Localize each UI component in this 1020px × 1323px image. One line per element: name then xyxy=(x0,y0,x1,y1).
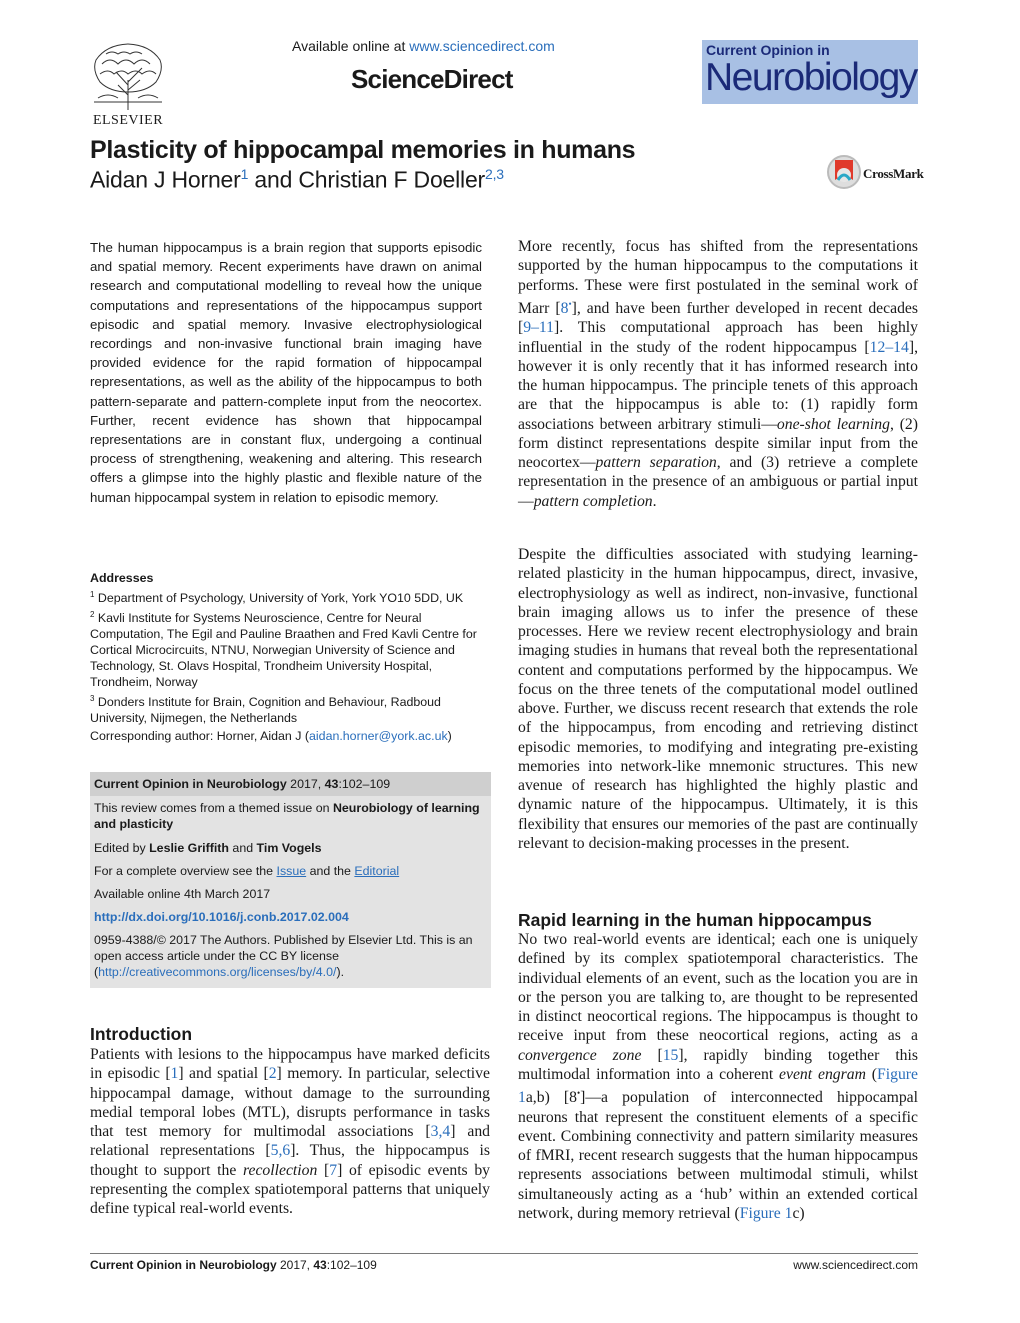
figure-link[interactable]: Figure 1 xyxy=(518,1065,918,1107)
info-overview-prefix: For a complete overview see the xyxy=(94,864,277,878)
article-info-box xyxy=(90,772,491,988)
address-3-marker: 3 xyxy=(90,693,95,703)
ref-link[interactable]: 2 xyxy=(268,1065,277,1083)
sciencedirect-link[interactable]: www.sciencedirect.com xyxy=(409,38,555,54)
corresponding-email-link[interactable]: aidan.horner@york.ac.uk xyxy=(309,729,448,743)
info-license xyxy=(94,932,486,980)
address-1-marker: 1 xyxy=(90,589,95,599)
info-edited-prefix: Edited by xyxy=(94,841,150,855)
elsevier-tree-icon xyxy=(88,40,168,112)
elsevier-wordmark: ELSEVIER xyxy=(92,113,164,128)
address-1 xyxy=(90,587,490,607)
footer-citation xyxy=(90,1258,377,1272)
address-3 xyxy=(90,691,490,727)
crossmark-badge[interactable] xyxy=(826,152,926,192)
available-online xyxy=(292,38,555,54)
body-paragraph-1: More recently, focus has shifted from the representations supported by the human hippocampus to the computations it performs. These were first postulated in the seminal work of Marr [8•], and have been further developed in recent decades [9–11]. This computational approach has been highly influential in the study of the rodent hippocampus [12–14], however it is only recently that it has informed research into the human hippocampus. The principle tenets of this approach are that the hippocampus is able to: (1) rapidly form associations between arbitrary stimuli—one-shot learning, (2) form distinct representations despite similar input from the neocortex—pattern separation, and (3) retrieve a complete representation in the presence of an ambiguous or partial input —pattern completion. xyxy=(518,238,918,510)
ref-link[interactable]: 1 xyxy=(170,1065,179,1083)
rapid-learning-paragraph: No two real-world events are identical; each one is uniquely defined by its complex spatiotemporal characteristics. The individual elements of an event, such as the location you are in or the person you are talking to, are thought to be represented in distinct neocortical regions. The hippocampus is thought to receive input from these neocortical regions, acting as a convergence zone [15], rapidly binding together this multimodal information into a coherent event engram (Figure 1a,b) [8•]—a population of interconnected hippocampal neurons that represent the constituent elements of a specific event. Combining connectivity and pattern similarity measures of fMRI, recent research suggests that the human hippocampus represents associations between multimodal stimuli, whilst simultaneously acting as a ‘hub’ within an extended cortical network, during memory retrieval (Figure 1c) xyxy=(518,931,918,1222)
elsevier-logo xyxy=(88,40,168,128)
body-paragraph-2: Despite the difficulties associated with studying learning-related plasticity in the human hippocampus, direct, invasive, electrophysiology as well as indirect, non-invasive, functional brain imaging allows us to infer the presence of these processes. Here we review recent electrophysiology and brain imaging studies in humans that reveal both the representational content and computations performed by the hippocampus. We focus on the three tenets of the computational model outlined above. Further, we discuss recent research that extends the role of the hippocampus, from encoding and retrieving distinct episodic memories, to modifying and integrating pre-existing memories into network-like mnemonic structures. This new avenue of research has highlighted the highly plastic and dynamic nature of the hippocampus. Ultimately, it is this flexibility that ensures our memories of the past are continually relevant to decision-making processes in the present. xyxy=(518,546,918,852)
ref-link[interactable]: 12–14 xyxy=(869,338,909,356)
footer-journal: Current Opinion in Neurobiology xyxy=(90,1258,277,1272)
ref-link[interactable]: 5,6 xyxy=(270,1142,291,1160)
info-overview xyxy=(94,863,486,879)
info-editors xyxy=(94,840,486,856)
address-2-marker: 2 xyxy=(90,609,95,619)
info-citation xyxy=(94,776,486,792)
editorial-link[interactable]: Editorial xyxy=(354,864,400,878)
address-2 xyxy=(90,607,490,691)
info-editor-and: and xyxy=(228,841,257,855)
info-pages: :102–109 xyxy=(338,777,391,791)
info-available: Available online 4th March 2017 xyxy=(94,887,271,901)
footer-rule xyxy=(90,1253,918,1254)
rapid-learning-heading: Rapid learning in the human hippocampus xyxy=(518,910,872,930)
info-theme-prefix: This review comes from a themed issue on xyxy=(94,801,333,815)
journal-logo xyxy=(702,40,918,104)
info-editor-1: Leslie Griffith xyxy=(149,841,229,855)
footer-year: 2017, xyxy=(276,1258,314,1272)
footer-volume: 43 xyxy=(313,1258,327,1272)
info-overview-and: and the xyxy=(306,864,355,878)
ref-link[interactable]: 7 xyxy=(329,1161,338,1179)
article-title: Plasticity of hippocampal memories in humans xyxy=(90,136,636,164)
issue-link[interactable]: Issue xyxy=(276,864,307,878)
journal-logo-line2: Neurobiology xyxy=(705,56,917,99)
author-1-affiliation[interactable]: 1 xyxy=(240,166,249,182)
ref-link[interactable]: 8• xyxy=(560,298,572,318)
authors-and: and xyxy=(248,166,299,193)
info-license-end: ). xyxy=(336,965,345,979)
abstract: The human hippocampus is a brain region that supports episodic and spatial memory. Recent experiments have drawn on animal research and computational modelling to reveal how the unique computations and representations of the hippocampus support episodic and spatial memory. Invasive electrophysiological recordings and non-invasive functional brain imaging have provided evidence for the rapid formation of hippocampal representations, as well as the ability of the hippocampus to both pattern-separate and pattern-complete input from the neocortex. Further, recent evidence has shown that hippocampal representations are in constant flux, undergoing a continual process of strengthening, weakening and altering. This research offers a glimpse into the highly plastic and flexible nature of the human hippocampal system in relation to episodic memory. xyxy=(90,240,482,505)
author-1[interactable]: Aidan J Horner xyxy=(90,166,241,193)
figure-link[interactable]: Figure 1 xyxy=(739,1204,793,1222)
addresses xyxy=(90,571,490,727)
corresponding-suffix: ) xyxy=(447,729,452,743)
introduction-heading: Introduction xyxy=(90,1024,193,1044)
footer-url[interactable]: www.sciencedirect.com xyxy=(793,1258,918,1272)
corresponding-author xyxy=(90,729,452,743)
info-theme-name: Neurobiology of learning and plasticity xyxy=(94,801,480,831)
footer-pages: :102–109 xyxy=(326,1258,377,1272)
ref-link[interactable]: 15 xyxy=(662,1046,679,1064)
journal-logo-line1: Current Opinion in xyxy=(706,42,830,58)
info-year: 2017, xyxy=(286,777,325,791)
address-3-text: Donders Institute for Brain, Cognition and Behaviour, Radboud University, Nijmegen, the Netherlands xyxy=(90,694,441,725)
license-link[interactable]: http://creativecommons.org/licenses/by/4.0/ xyxy=(98,965,337,979)
introduction-paragraph: Patients with lesions to the hippocampus have marked deficits in episodic [1] and spatial [2] memory. In particular, selective hippocampal damage, without damage to the surrounding medial temporal lobes (MTL), disrupts performance in tasks that test memory for multimodal associations [3,4] and relational representations [5,6]. Thus, the hippocampus is thought to support the recollection [7] of episodic events by representing the complex spatiotemporal patterns that uniquely define typical real-world events. xyxy=(90,1046,491,1218)
crossmark-label: CrossMark xyxy=(863,166,924,181)
addresses-heading: Addresses xyxy=(90,571,154,585)
corresponding-prefix: Corresponding author: Horner, Aidan J ( xyxy=(90,729,310,743)
sciencedirect-wordmark: ScienceDirect xyxy=(351,64,513,94)
doi-link[interactable]: http://dx.doi.org/10.1016/j.conb.2017.02.004 xyxy=(94,910,349,924)
author-2-affiliation[interactable]: 2,3 xyxy=(485,166,504,182)
available-prefix: Available online at xyxy=(292,38,410,54)
article-authors xyxy=(90,166,504,194)
info-theme xyxy=(94,800,486,832)
info-journal: Current Opinion in Neurobiology xyxy=(94,777,287,791)
ref-link[interactable]: 9–11 xyxy=(523,319,555,337)
address-2-text: Kavli Institute for Systems Neuroscience, Centre for Neural Computation, The Egil and Pauline Braathen and Fred Kavli Centre for Cortical Microcircuits, NTNU, Norwegian University of Science and Technology, St. Olavs Hospital, Trondheim University Hospital, Trondheim, Norway xyxy=(90,611,477,689)
address-1-text: Department of Psychology, University of York, York YO10 5DD, UK xyxy=(94,591,464,606)
author-2[interactable]: Christian F Doeller xyxy=(298,166,486,193)
crossmark-icon xyxy=(826,152,862,192)
info-volume: 43 xyxy=(324,777,339,791)
ref-link[interactable]: 3,4 xyxy=(430,1123,451,1141)
info-license-text: 0959-4388/© 2017 The Authors. Published by Elsevier Ltd. This is an open access article under the CC BY license ( xyxy=(94,933,473,979)
info-editor-2: Tim Vogels xyxy=(256,841,322,855)
